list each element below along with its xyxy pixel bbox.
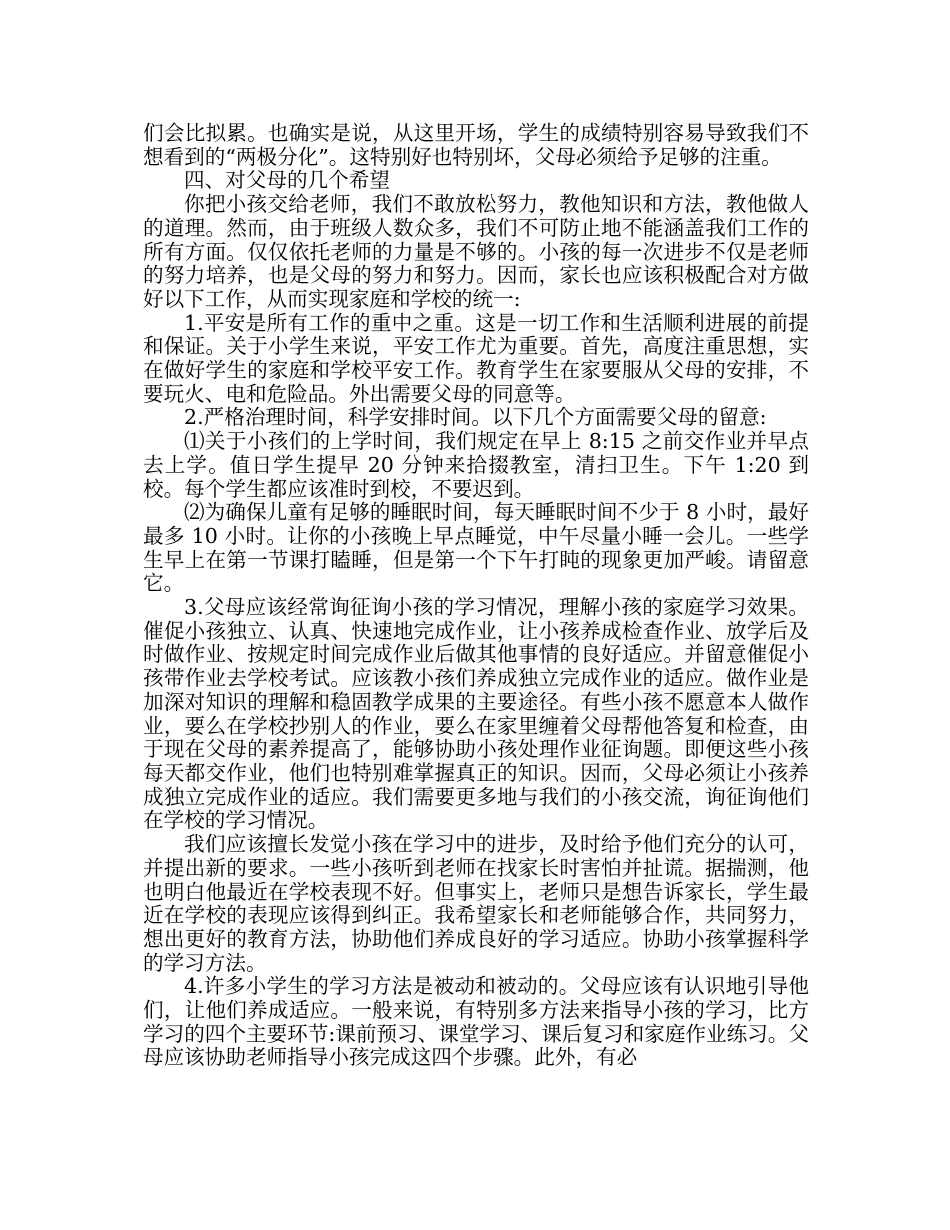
paragraph-subitem-school-time: ⑴关于小孩们的上学时间，我们规定在早上 8:15 之前交作业并早点去上学。值日学生提早 20 分钟来拾掇教室，清扫卫生。下午 1:20 到校。每个学生都应该准时到校，不要迟到。 (143, 429, 809, 501)
paragraph-continuation: 们会比拟累。也确实是说，从这里开场，学生的成绩特别容易导致我们不想看到的“两极分化”。这特别好也特别坏，父母必须给予足够的注重。 (143, 121, 809, 169)
paragraph-intro: 你把小孩交给老师，我们不敢放松努力，教他知识和方法，教他做人的道理。然而，由于班级人数众多，我们不可防止地不能涵盖我们工作的所有方面。仅仅依托老师的力量是不够的。小孩的每一次进步不仅是老师的努力培养，也是父母的努力和努力。因而，家长也应该积极配合对方做好以下工作，从而实现家庭和学校的统一: (143, 192, 809, 311)
paragraph-item-homework: 3.父母应该经常询征询小孩的学习情况，理解小孩的家庭学习效果。催促小孩独立、认真、快速地完成作业，让小孩养成检查作业、放学后及时做作业、按规定时间完成作业后做其他事情的良好适应。并留意催促小孩带作业去学校考试。应该教小孩们养成独立完成作业的适应。做作业是加深对知识的理解和稳固教学成果的主要途径。有些小孩不愿意本人做作业，要么在学校抄别人的作业，要么在家里缠着父母帮他答复和检查，由于现在父母的素养提高了，能够协助小孩处理作业征询题。即便这些小孩每天都交作业，他们也特别难掌握真正的知识。因而，父母必须让小孩养成独立完成作业的适应。我们需要更多地与我们的小孩交流，询征询他们在学校的学习情况。 (143, 595, 809, 833)
paragraph-item-safety: 1.平安是所有工作的重中之重。这是一切工作和生活顺利进展的前提和保证。关于小学生来说，平安工作尤为重要。首先，高度注重思想，实在做好学生的家庭和学校平安工作。教育学生在家要服从父母的安排，不要玩火、电和危险品。外出需要父母的同意等。 (143, 310, 809, 406)
paragraph-item-time-management: 2.严格治理时间，科学安排时间。以下几个方面需要父母的留意: (184, 405, 767, 430)
paragraph-subitem-sleep-time: ⑵为确保儿童有足够的睡眠时间，每天睡眠时间不少于 8 小时，最好最多 10 小时。让你的小孩晚上早点睡觉，中午尽量小睡一会儿。一些学生早上在第一节课打瞌睡，但是第一个下午打盹的现象更加严峻。请留意它。 (143, 500, 809, 596)
document-body (143, 122, 809, 1070)
paragraph-item-learning-methods: 4.许多小学生的学习方法是被动和被动的。父母应该有认识地引导他们，让他们养成适应。一般来说，有特别多方法来指导小孩的学习，比方学习的四个主要环节:课前预习、课堂学习、课后复习和家庭作业练习。父母应该协助老师指导小孩完成这四个步骤。此外，有必 (143, 974, 809, 1070)
section-heading-parent-hopes: 四、对父母的几个希望 (184, 168, 390, 193)
paragraph-encouragement: 我们应该擅长发觉小孩在学习中的进步，及时给予他们充分的认可，并提出新的要求。一些小孩听到老师在找家长时害怕并扯谎。据揣测，他也明白他最近在学校表现不好。但事实上，老师只是想告诉家长，学生最近在学校的表现应该得到纠正。我希望家长和老师能够合作，共同努力，想出更好的教育方法，协助他们养成良好的学习适应。协助小孩掌握科学的学习方法。 (143, 832, 809, 975)
